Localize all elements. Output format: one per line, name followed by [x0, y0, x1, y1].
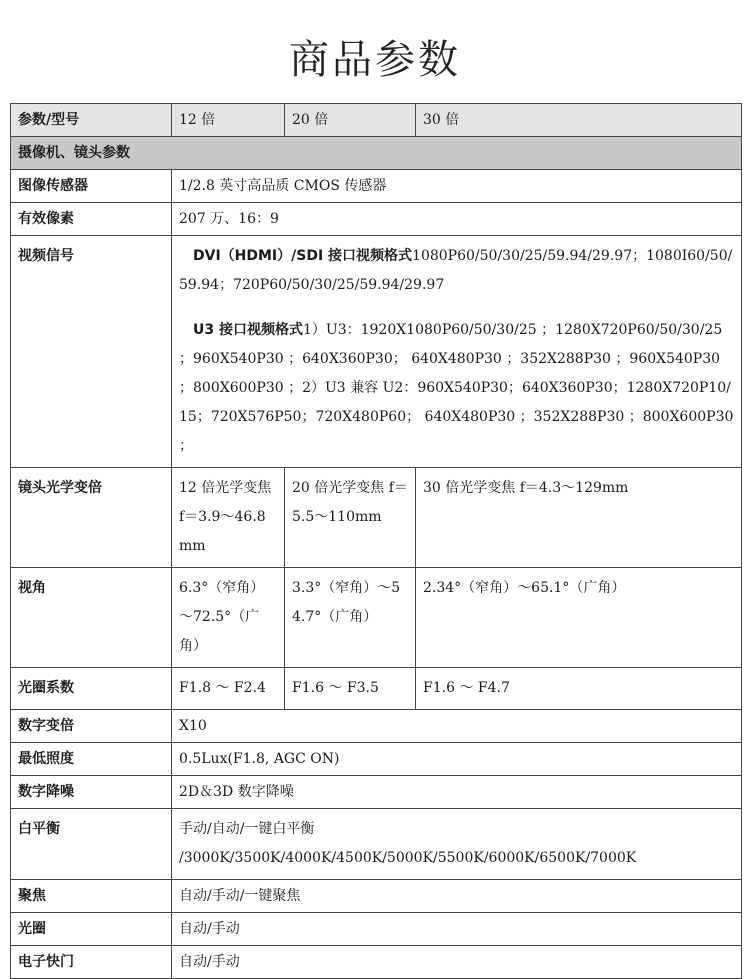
row-noise-reduction	[11, 776, 742, 809]
table-header-row	[11, 104, 742, 137]
row-focus	[11, 880, 742, 913]
dvi-heading: DVI（HDMI）/SDI 接口视频格式	[193, 248, 413, 264]
angle-20x: 3.3°（窄角）～54.7°（广角）	[285, 568, 416, 668]
row-sensor	[11, 170, 742, 203]
row-label: 光圈	[11, 913, 172, 946]
aperture-12x: F1.8 ～ F2.4	[172, 668, 285, 710]
row-value: 0.5Lux(F1.8, AGC ON)	[172, 743, 742, 776]
row-white-balance	[11, 809, 742, 880]
row-aperture	[11, 668, 742, 710]
page-title: 商品参数	[289, 37, 461, 83]
row-label: 电子快门	[11, 946, 172, 979]
row-value: 2D＆3D 数字降噪	[172, 776, 742, 809]
row-label: 有效像素	[11, 203, 172, 236]
row-label: 图像传感器	[11, 170, 172, 203]
angle-30x: 2.34°（窄角）～65.1°（广角）	[416, 568, 742, 668]
row-shutter	[11, 946, 742, 979]
aperture-20x: F1.6 ～ F3.5	[285, 668, 416, 710]
row-value: 1/2.8 英寸高品质 CMOS 传感器	[172, 170, 742, 203]
section-title: 摄像机、镜头参数	[11, 137, 742, 170]
u3-heading: U3 接口视频格式	[193, 322, 303, 338]
row-iris	[11, 913, 742, 946]
row-label: 数字降噪	[11, 776, 172, 809]
row-value: X10	[172, 710, 742, 743]
row-value: 207 万、16：9	[172, 203, 742, 236]
dvi-formats: 1080P60/50/30/25/59.94/29.97；1080I60/50/59.94；720P60/50/30/25/59.94/29.97	[179, 248, 733, 293]
model-12x: 12 倍	[172, 104, 285, 137]
zoom-30x: 30 倍光学变焦 f＝4.3～129mm	[416, 468, 742, 568]
row-view-angle	[11, 568, 742, 668]
row-digital-zoom	[11, 710, 742, 743]
section-row	[11, 137, 742, 170]
row-label: 视角	[11, 568, 172, 668]
row-label: 白平衡	[11, 809, 172, 880]
zoom-20x: 20 倍光学变焦 f＝5.5～110mm	[285, 468, 416, 568]
header-label: 参数/型号	[11, 104, 172, 137]
row-label: 聚焦	[11, 880, 172, 913]
row-label: 光圈系数	[11, 668, 172, 710]
row-label: 镜头光学变倍	[11, 468, 172, 568]
white-balance-temps: /3000K/3500K/4000K/4500K/5000K/5500K/6000K/6500K/7000K	[179, 850, 637, 866]
model-30x: 30 倍	[416, 104, 742, 137]
zoom-12x: 12 倍光学变焦 f＝3.9～46.8mm	[172, 468, 285, 568]
aperture-30x: F1.6 ～ F4.7	[416, 668, 742, 710]
row-label: 数字变倍	[11, 710, 172, 743]
row-video-signal	[11, 236, 742, 468]
row-value: 自动/手动	[172, 913, 742, 946]
row-value: 自动/手动/一键聚焦	[172, 880, 742, 913]
u3-formats: 1）U3：1920X1080P60/50/30/25 ；1280X720P60/50/30/25 ；960X540P30 ；640X360P30； 640X480P30 ；352X288P30 ；960X540P30 ；800X600P30 ；2）U3 兼容 U2：960X540P30；640X360P30；1280X720P10/15；720X576P50；720X480P60； 640X480P30 ；352X288P30 ；800X600P30 ；	[179, 322, 734, 454]
row-pixels	[11, 203, 742, 236]
row-label: 最低照度	[11, 743, 172, 776]
model-20x: 20 倍	[285, 104, 416, 137]
video-format-cell	[172, 236, 742, 468]
spec-table	[10, 103, 742, 979]
row-min-illumination	[11, 743, 742, 776]
angle-12x: 6.3°（窄角）～72.5°（广角）	[172, 568, 285, 668]
row-label: 视频信号	[11, 236, 172, 468]
row-optical-zoom	[11, 468, 742, 568]
white-balance-modes: 手动/自动/一键白平衡	[179, 821, 315, 837]
white-balance-cell	[172, 809, 742, 880]
row-value: 自动/手动	[172, 946, 742, 979]
